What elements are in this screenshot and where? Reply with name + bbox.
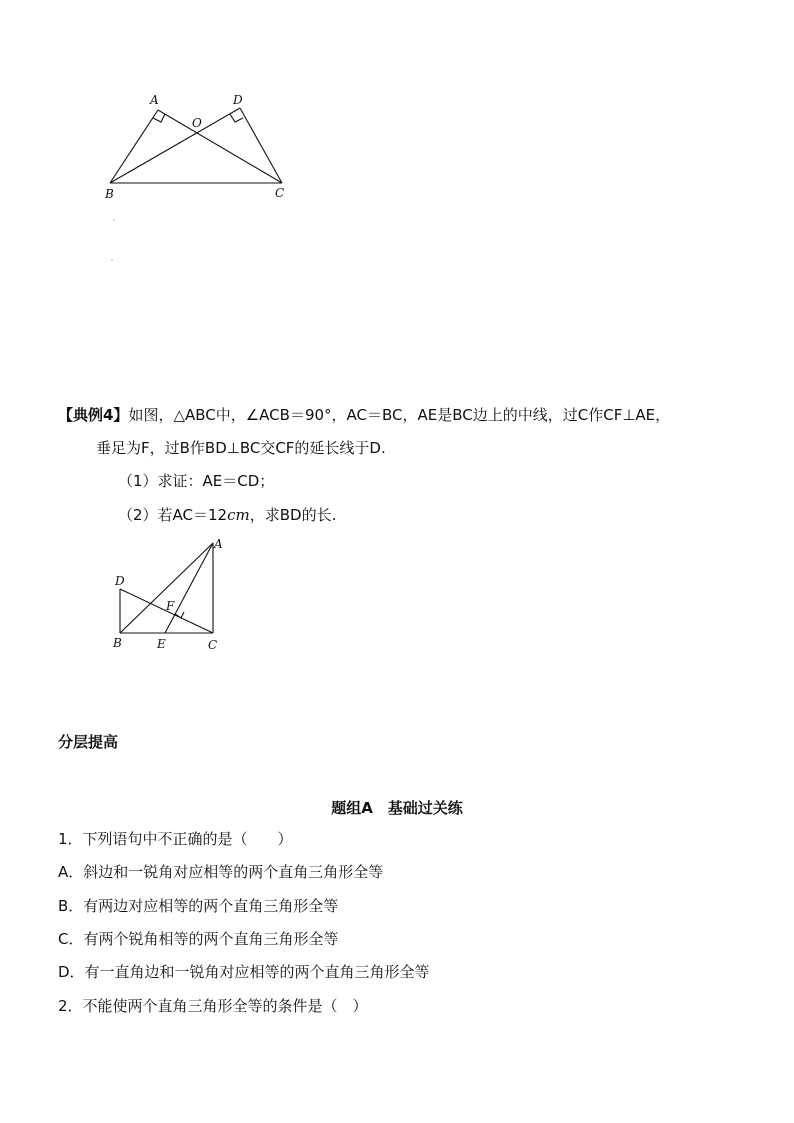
figure-triangle-abc-def [105, 534, 235, 658]
label-d: D [233, 93, 243, 107]
example4-text1: 如图，△ABC中，∠ACB＝90°，AC＝BC，AE是BC边上的中线，过C作CF⊥AE， [128, 406, 671, 424]
segment-ab [120, 543, 213, 633]
q2-suffix: ，求BD的长. [249, 506, 337, 524]
label-a: A [214, 537, 223, 551]
right-angle-mark-d [230, 114, 243, 122]
segment-ab [110, 110, 158, 183]
example4-tag: 【典例4】 [58, 406, 129, 424]
question1-stem: 1．下列语句中不正确的是（ ） [58, 830, 293, 848]
label-o: O [192, 116, 202, 130]
label-c: C [208, 638, 218, 652]
segment-dc [240, 108, 282, 183]
group-title: 题组A 基础过关练 [331, 799, 463, 817]
label-b: B [105, 187, 114, 201]
scan-dot [113, 219, 115, 221]
segment-bd [110, 108, 240, 183]
question1-option-b: B．有两边对应相等的两个直角三角形全等 [58, 897, 339, 915]
q2-prefix: （2）若AC＝12 [118, 506, 228, 524]
scan-dot [111, 259, 113, 261]
label-c: C [275, 186, 285, 200]
example4-question1: （1）求证：AE＝CD； [118, 472, 275, 490]
example4-line1 [58, 405, 670, 425]
example4-question2 [118, 505, 336, 525]
question1-option-d: D．有一直角边和一锐角对应相等的两个直角三角形全等 [58, 963, 430, 981]
question1-option-c: C．有两个锐角相等的两个直角三角形全等 [58, 930, 339, 948]
question1-option-a: A．斜边和一锐角对应相等的两个直角三角形全等 [58, 863, 384, 881]
section-heading: 分层提高 [58, 733, 119, 751]
question2-stem: 2．不能使两个直角三角形全等的条件是（ ） [58, 997, 368, 1015]
segment-ac [158, 110, 282, 183]
right-angle-mark-f [175, 612, 184, 618]
segment-ae [165, 543, 213, 633]
label-f: F [166, 599, 175, 613]
label-e: E [157, 637, 166, 651]
label-a: A [150, 93, 159, 107]
figure-triangles-abcd [95, 88, 305, 203]
example4-line2: 垂足为F，过B作BD⊥BC交CF的延长线于D. [96, 439, 386, 457]
label-d: D [115, 574, 125, 588]
q2-unit: cm [227, 506, 250, 524]
label-b: B [113, 636, 122, 650]
